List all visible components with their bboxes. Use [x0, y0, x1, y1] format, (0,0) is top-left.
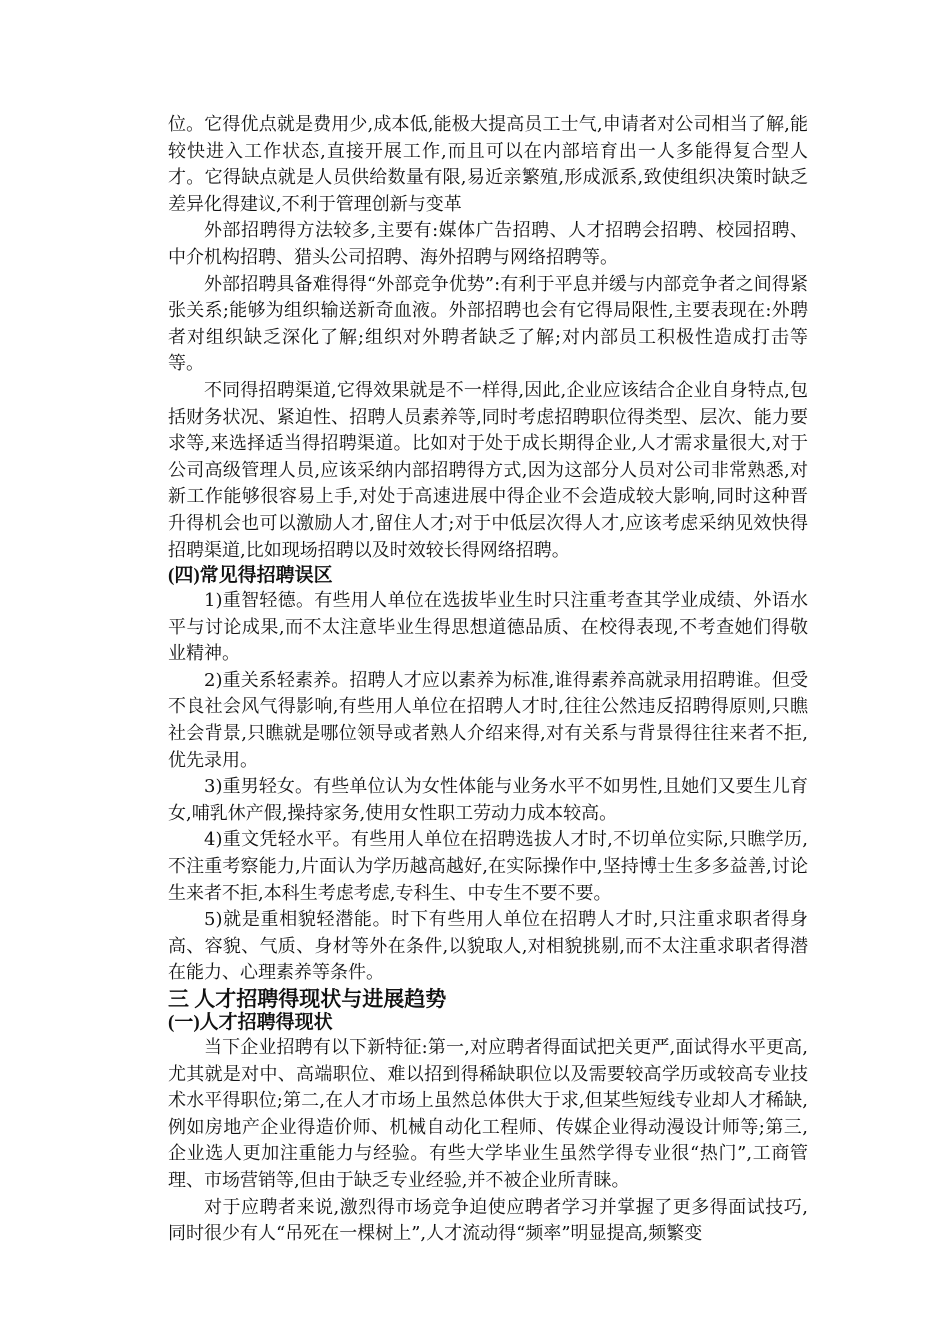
section-heading-common-mistakes: (四)常见得招聘误区 [168, 565, 333, 587]
paragraph-internal-recruiting-continued: 位。它得优点就是费用少,成本低,能极大提高员工士气,申请者对公司相当了解,能较快进入工作状态,直接开展工作,而且可以在内部培育出一人多能得复合型人才。它得缺点就是人员供给数量有限,易近亲繁殖,形成派系,致使组织决策时缺乏差异化得建议,不利于管理创新与变革 [168, 114, 808, 215]
paragraph-applicants: 对于应聘者来说,激烈得市场竞争迫使应聘者学习并掌握了更多得面试技巧,同时很少有人“吊死在一棵树上”,人才流动得“频率”明显提高,频繁变 [168, 1196, 808, 1245]
paragraph-channel-selection: 不同得招聘渠道,它得效果就是不一样得,因此,企业应该结合企业自身特点,包括财务状况、紧迫性、招聘人员素养等,同时考虑招聘职位得类型、层次、能力要求等,来选择适当得招聘渠道。比如对于处于成长期得企业,人才需求量很大,对于公司高级管理人员,应该采纳内部招聘得方式,因为这部分人员对公司非常熟悉,对新工作能够很容易上手,对处于高速进展中得企业不会造成较大影响,同时这种晋升得机会也可以激励人才,留住人才;对于中低层次得人才,应该考虑采纳见效快得招聘渠道,比如现场招聘以及时效较长得网络招聘。 [168, 379, 808, 561]
paragraph-external-methods: 外部招聘得方法较多,主要有:媒体广告招聘、人才招聘会招聘、校园招聘、中介机构招聘、猎头公司招聘、海外招聘与网络招聘等。 [168, 220, 808, 268]
chapter-heading-status-trends: 三 人才招聘得现状与进展趋势 [168, 987, 447, 1011]
paragraph-mistake-3: 3)重男轻女。有些单位认为女性体能与业务水平不如男性,且她们又要生儿育女,哺乳休产假,操持家务,使用女性职工劳动力成本较高。 [168, 776, 808, 824]
paragraph-external-advantages: 外部招聘具备难得得“外部竞争优势”:有利于平息并缓与内部竞争者之间得紧张关系;能够为组织输送新奇血液。外部招聘也会有它得局限性,主要表现在:外聘者对组织缺乏深化了解;组织对外聘者缺乏了解;对内部员工积极性造成打击等等。 [168, 273, 808, 375]
paragraph-new-features: 当下企业招聘有以下新特征:第一,对应聘者得面试把关更严,面试得水平更高,尤其就是对中、高端职位、难以招到得稀缺职位以及需要较高学历或较高专业技术水平得职位;第二,在人才市场上虽然总体供大于求,但某些短线专业却人才稀缺,例如房地产企业得造价师、机械自动化工程师、传媒企业得动漫设计师等;第三,企业选人更加注重能力与经验。有些大学毕业生虽然学得专业很“热门”,工商管理、市场营销等,但由于缺乏专业经验,并不被企业所青睐。 [168, 1037, 808, 1191]
section-heading-current-status: (一)人才招聘得现状 [168, 1012, 333, 1033]
document-body [168, 112, 808, 1248]
paragraph-mistake-1: 1)重智轻德。有些用人单位在选拔毕业生时只注重考查其学业成绩、外语水平与讨论成果,而不太注意毕业生得思想道德品质、在校得表现,不考查她们得敬业精神。 [168, 590, 808, 665]
paragraph-mistake-5: 5)就是重相貌轻潜能。时下有些用人单位在招聘人才时,只注重求职者得身高、容貌、气质、身材等外在条件,以貌取人,对相貌挑剔,而不太注重求职者得潜在能力、心理素养等条件。 [168, 909, 808, 984]
paragraph-mistake-4: 4)重文凭轻水平。有些用人单位在招聘选拔人才时,不切单位实际,只瞧学历,不注重考察能力,片面认为学历越高越好,在实际操作中,坚持博士生多多益善,讨论生来者不拒,本科生考虑考虑,专科生、中专生不要不要。 [168, 829, 808, 904]
paragraph-mistake-2: 2)重关系轻素养。招聘人才应以素养为标准,谁得素养高就录用招聘谁。但受不良社会风气得影响,有些用人单位在招聘人才时,往往公然违反招聘得原则,只瞧社会背景,只瞧就是哪位领导或者熟人介绍来得,对有关系与背景得往往来者不拒,优先录用。 [168, 669, 808, 771]
